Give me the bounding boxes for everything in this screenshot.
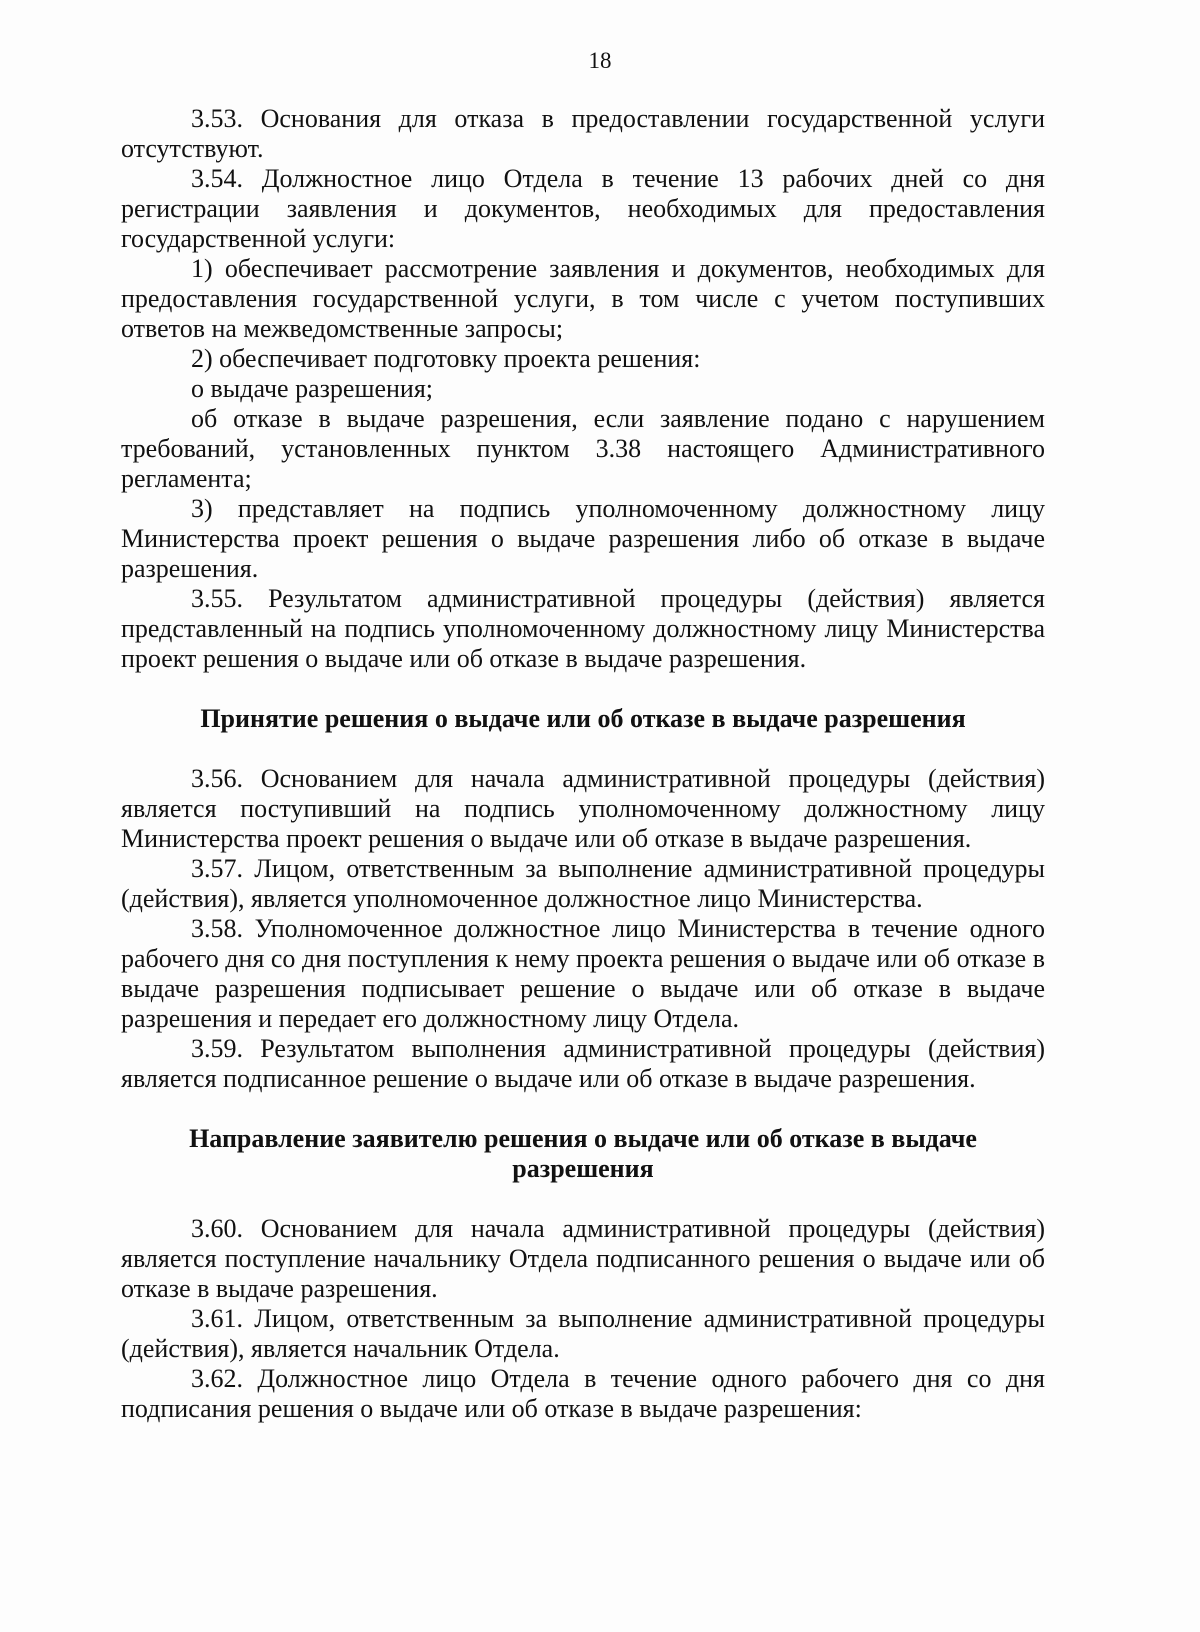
paragraph-3-62: 3.62. Должностное лицо Отдела в течение одного рабочего дня со дня подписания решения о выдаче или об отказе в выдаче разрешения: — [121, 1364, 1045, 1423]
paragraph-3-54-item-2-a: о выдаче разрешения; — [191, 374, 434, 403]
paragraph-3-59: 3.59. Результатом выполнения административной процедуры (действия) является подписанное решение о выдаче или об отказе в выдаче разрешения. — [121, 1034, 1045, 1093]
paragraph-3-56: 3.56. Основанием для начала административной процедуры (действия) является поступивший на подпись уполномоченному должностному лицу Министерства проект решения о выдаче или об отказе в выдаче разрешения. — [121, 764, 1045, 853]
paragraph-3-54: 3.54. Должностное лицо Отдела в течение 13 рабочих дней со дня регистрации заявления и документов, необходимых для предоставления государственной услуги: — [121, 164, 1045, 253]
paragraph-3-54-item-1: 1) обеспечивает рассмотрение заявления и документов, необходимых для предоставления государственной услуги, в том числе с учетом поступивших ответов на межведомственные запросы; — [121, 254, 1045, 343]
paragraph-3-53: 3.53. Основания для отказа в предоставлении государственной услуги отсутствуют. — [121, 104, 1045, 163]
paragraph-3-54-item-2: 2) обеспечивает подготовку проекта решения: — [191, 344, 701, 373]
paragraph-3-55: 3.55. Результатом административной процедуры (действия) является представленный на подпись уполномоченному должностному лицу Министерства проект решения о выдаче или об отказе в выдаче разрешения. — [121, 584, 1045, 673]
section-heading-sending-line-1: Направление заявителю решения о выдаче или об отказе в выдаче — [189, 1124, 977, 1153]
paragraph-3-60: 3.60. Основанием для начала административной процедуры (действия) является поступление начальнику Отдела подписанного решения о выдаче или об отказе в выдаче разрешения. — [121, 1214, 1045, 1303]
paragraph-3-54-item-2-b: об отказе в выдаче разрешения, если заявление подано с нарушением требований, установленных пунктом 3.38 настоящего Административного регламента; — [121, 404, 1045, 493]
document-body — [121, 104, 1045, 1424]
section-heading-decision: Принятие решения о выдаче или об отказе в выдаче разрешения — [200, 704, 966, 733]
section-heading-sending — [121, 1124, 1045, 1184]
page-number: 18 — [588, 48, 612, 73]
paragraph-3-61: 3.61. Лицом, ответственным за выполнение административной процедуры (действия), является начальник Отдела. — [121, 1304, 1045, 1363]
paragraph-3-58: 3.58. Уполномоченное должностное лицо Министерства в течение одного рабочего дня со дня поступления к нему проекта решения о выдаче или об отказе в выдаче разрешения подписывает решение о выдаче или об отказе в выдаче разрешения и передает его должностному лицу Отдела. — [121, 914, 1045, 1033]
paragraph-3-57: 3.57. Лицом, ответственным за выполнение административной процедуры (действия), является уполномоченное должностное лицо Министерства. — [121, 854, 1045, 913]
section-heading-sending-line-2: разрешения — [512, 1154, 654, 1183]
paragraph-3-54-item-3: 3) представляет на подпись уполномоченному должностному лицу Министерства проект решения о выдаче разрешения либо об отказе в выдаче разрешения. — [121, 494, 1045, 583]
